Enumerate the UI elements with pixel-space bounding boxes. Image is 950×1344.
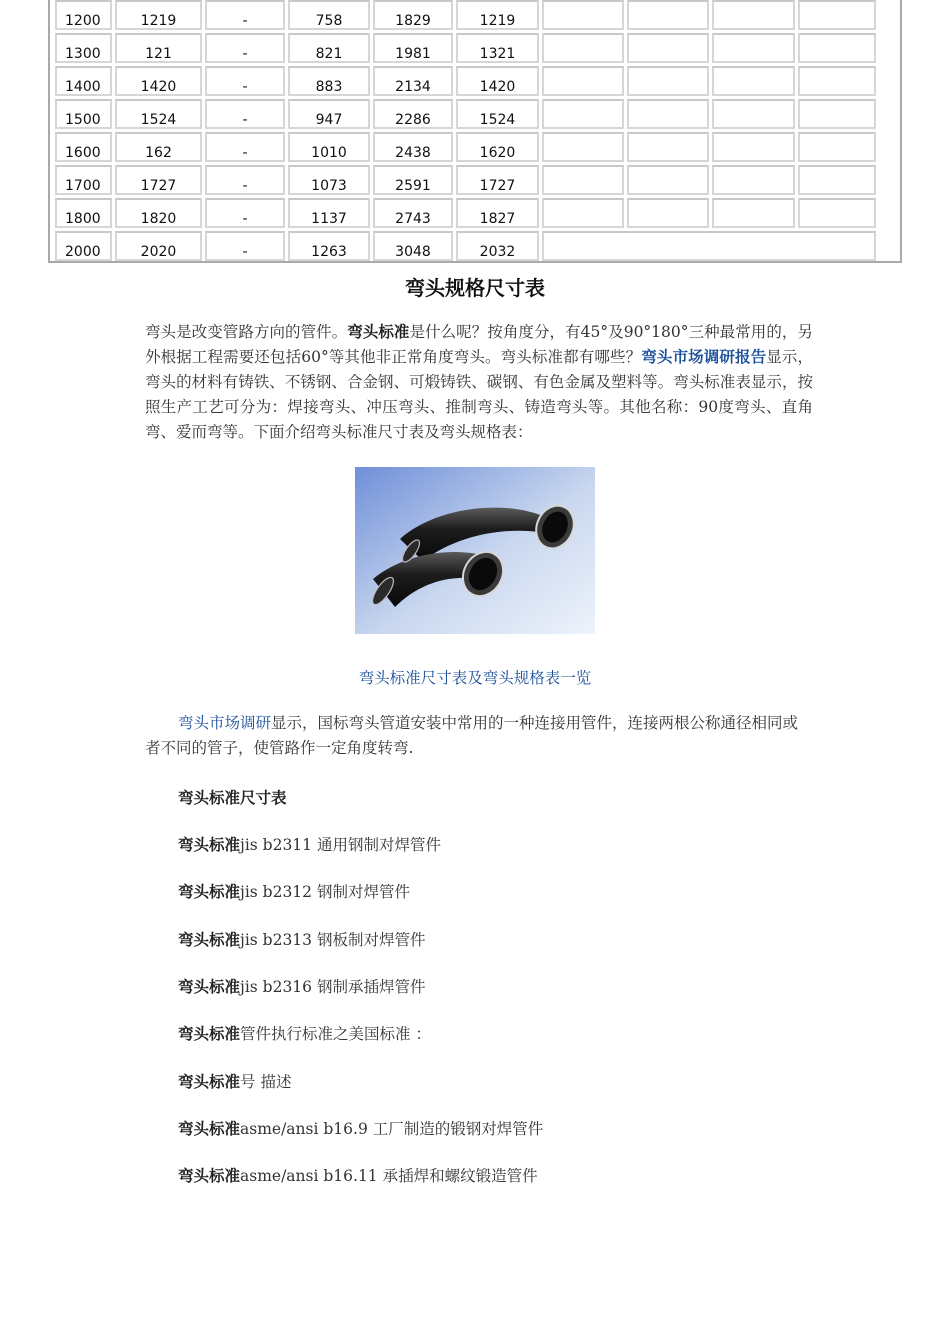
dimension-table-container xyxy=(48,0,902,263)
standard-item-text: asme/ansi b16.11 承插焊和螺纹锻造管件 xyxy=(240,1167,538,1186)
standards-heading-text: 弯头标准尺寸表 xyxy=(178,789,287,807)
standard-item xyxy=(178,880,410,902)
intro-text-2: 是什么呢？按角度分，有45°及90°180°三种最常用的，另外根据工程需要还包括60°等其他非正常角度弯头。弯头标准都有哪些？ xyxy=(145,323,813,366)
table-cell: 1321 xyxy=(456,33,539,63)
empty-cell xyxy=(712,33,795,63)
empty-cell xyxy=(542,165,624,195)
table-cell: - xyxy=(205,99,285,129)
standard-item xyxy=(178,928,425,950)
empty-cell xyxy=(712,99,795,129)
empty-cell xyxy=(542,33,624,63)
standard-item-label: 弯头标准 xyxy=(178,930,241,949)
standard-item-label: 弯头标准 xyxy=(178,1119,241,1138)
empty-cell xyxy=(542,132,624,162)
standard-item xyxy=(178,1070,291,1092)
table-cell: 1300 xyxy=(55,33,112,63)
empty-cell xyxy=(627,0,709,30)
page-title: 弯头规格尺寸表 xyxy=(405,276,545,300)
table-cell: 1727 xyxy=(115,165,202,195)
standard-item xyxy=(178,1117,543,1139)
standard-item-label: 弯头标准 xyxy=(178,836,241,854)
standard-item-label: 弯头标准 xyxy=(178,1072,241,1091)
dimension-table xyxy=(52,0,879,264)
table-cell: - xyxy=(205,231,285,261)
table-cell: 1827 xyxy=(456,198,539,228)
standard-item-text: 号 描述 xyxy=(240,1072,292,1091)
empty-cell xyxy=(542,0,624,30)
table-cell: 2032 xyxy=(456,231,539,261)
standard-item-label: 弯头标准 xyxy=(178,1167,241,1186)
table-cell: 2020 xyxy=(115,231,202,261)
table-cell: - xyxy=(205,165,285,195)
standard-item xyxy=(178,1022,431,1044)
empty-cell xyxy=(798,66,876,96)
table-cell: 2591 xyxy=(373,165,453,195)
table-cell: 1620 xyxy=(456,132,539,162)
table-cell: 162 xyxy=(115,132,202,162)
empty-cell xyxy=(627,99,709,129)
standard-item-text: jis b2311 通用钢制对焊管件 xyxy=(240,836,441,854)
table-cell: 1073 xyxy=(288,165,370,195)
table-cell: 3048 xyxy=(373,231,453,261)
table-cell: - xyxy=(205,0,285,30)
table-cell: - xyxy=(205,33,285,63)
table-cell: 1524 xyxy=(456,99,539,129)
standards-heading xyxy=(178,786,287,808)
standard-item-text: asme/ansi b16.9 工厂制造的锻钢对焊管件 xyxy=(240,1119,544,1138)
table-cell: 1420 xyxy=(115,66,202,96)
table-cell: 1700 xyxy=(55,165,112,195)
table-cell: - xyxy=(205,198,285,228)
standard-item-label: 弯头标准 xyxy=(178,1025,241,1044)
empty-cell xyxy=(627,132,709,162)
empty-cell xyxy=(712,0,795,30)
table-cell: 1981 xyxy=(373,33,453,63)
table-cell: 2286 xyxy=(373,99,453,129)
standard-item-label: 弯头标准 xyxy=(178,883,241,902)
standard-item xyxy=(178,833,441,855)
empty-cell xyxy=(712,165,795,195)
table-row xyxy=(55,0,876,30)
table-row xyxy=(55,198,876,228)
table-row xyxy=(55,132,876,162)
table-cell: 1263 xyxy=(288,231,370,261)
market-research-link[interactable]: 弯头市场调研 xyxy=(178,714,272,732)
intro-text-3: 显示，弯头的材料有铸铁、不锈钢、合金钢、可煅铸铁、碳钢、有色金属及塑料等。弯头标准表显示，按照生产工艺可分为：焊接弯头、冲压弯头、推制弯头、铸造弯头等。其他名称：90度弯头、直角弯、爱而弯等。下面介绍弯头标准尺寸表及弯头规格表： xyxy=(145,348,813,441)
empty-cell xyxy=(712,198,795,228)
table-cell: 1219 xyxy=(456,0,539,30)
table-row xyxy=(55,66,876,96)
intro-paragraph xyxy=(145,320,813,445)
standard-item xyxy=(178,1164,538,1186)
table-cell: 1200 xyxy=(55,0,112,30)
table-cell: 1010 xyxy=(288,132,370,162)
empty-cell xyxy=(712,132,795,162)
empty-cell xyxy=(798,99,876,129)
empty-cell xyxy=(542,66,624,96)
table-cell: 1820 xyxy=(115,198,202,228)
table-cell: 947 xyxy=(288,99,370,129)
empty-cell xyxy=(798,132,876,162)
intro-bold-standard: 弯头标准 xyxy=(347,323,410,341)
empty-cell xyxy=(712,66,795,96)
empty-cell xyxy=(627,198,709,228)
empty-cell xyxy=(798,198,876,228)
empty-cell xyxy=(542,198,624,228)
table-cell: 1219 xyxy=(115,0,202,30)
empty-cell xyxy=(627,165,709,195)
table-row xyxy=(55,99,876,129)
table-row xyxy=(55,165,876,195)
table-cell: 1829 xyxy=(373,0,453,30)
table-cell: 883 xyxy=(288,66,370,96)
intro-text-1: 弯头是改变管路方向的管件。 xyxy=(145,323,348,341)
standard-item xyxy=(178,975,425,997)
standard-item-text: jis b2313 钢板制对焊管件 xyxy=(240,930,426,949)
table-cell: 2000 xyxy=(55,231,112,261)
second-paragraph-text: 显示，国标弯头管道安装中常用的一种连接用管件，连接两根公称通径相同或者不同的管子，使管路作一定角度转弯. xyxy=(145,714,799,757)
market-report-link[interactable]: 弯头市场调研报告 xyxy=(641,348,767,366)
table-row xyxy=(55,231,876,261)
image-caption-link[interactable]: 弯头标准尺寸表及弯头规格表一览 xyxy=(358,669,592,687)
table-cell: 2743 xyxy=(373,198,453,228)
second-paragraph xyxy=(145,711,813,761)
table-cell: - xyxy=(205,66,285,96)
empty-cell xyxy=(627,66,709,96)
table-cell: 2134 xyxy=(373,66,453,96)
table-cell: 1600 xyxy=(55,132,112,162)
empty-cell xyxy=(798,165,876,195)
table-cell: 1137 xyxy=(288,198,370,228)
table-cell: 1727 xyxy=(456,165,539,195)
empty-cell xyxy=(542,99,624,129)
table-cell: 758 xyxy=(288,0,370,30)
table-row xyxy=(55,33,876,63)
table-cell: 1800 xyxy=(55,198,112,228)
table-cell: 1500 xyxy=(55,99,112,129)
empty-cell xyxy=(798,0,876,30)
standard-item-text: jis b2316 钢制承插焊管件 xyxy=(240,977,426,996)
table-cell: 2438 xyxy=(373,132,453,162)
table-cell: 1420 xyxy=(456,66,539,96)
empty-cell xyxy=(798,33,876,63)
standard-item-label: 弯头标准 xyxy=(178,977,241,996)
table-cell: 1400 xyxy=(55,66,112,96)
table-cell: 121 xyxy=(115,33,202,63)
empty-cell xyxy=(542,231,876,261)
standard-item-text: 管件执行标准之美国标准 ： xyxy=(240,1025,431,1044)
elbow-pipes-image xyxy=(355,467,595,634)
empty-cell xyxy=(627,33,709,63)
table-cell: 821 xyxy=(288,33,370,63)
standard-item-text: jis b2312 钢制对焊管件 xyxy=(240,883,410,902)
table-cell: 1524 xyxy=(115,99,202,129)
table-cell: - xyxy=(205,132,285,162)
